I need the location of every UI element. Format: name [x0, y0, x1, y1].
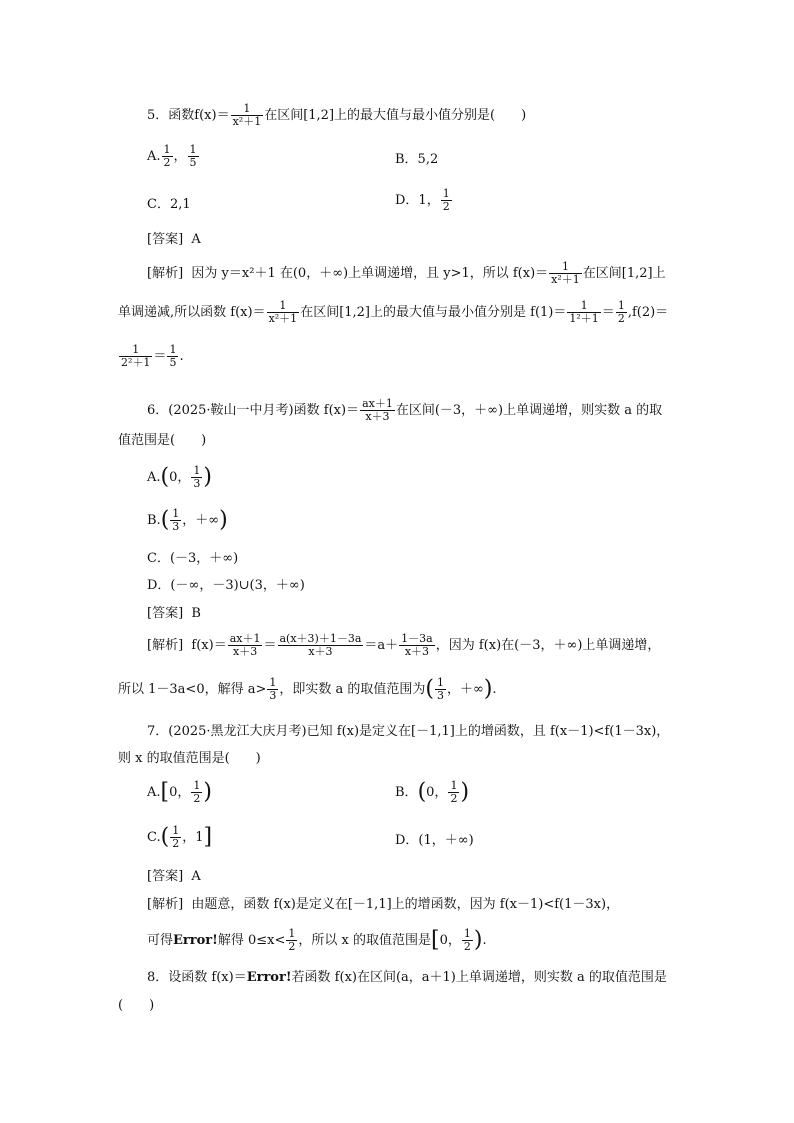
q7-option-b: B．(0， $\frac{1}{2}$ )	[395, 779, 470, 806]
q7-option-c: C.( $\frac{1}{2}$ ，1]	[147, 824, 213, 851]
q5-analysis-line3: $\frac{1}{\text{2²＋1}}$ ＝ $\frac{1}{5}$ .	[121, 343, 184, 370]
fraction: $\frac{a(x+3)+1-3a}{x+3}$	[279, 632, 362, 659]
fraction: $\frac{1}{2}$	[288, 927, 296, 954]
fraction: $\frac{1}{2}$	[463, 927, 471, 954]
q6-analysis-line1: [解析] f(x)＝ $\frac{ax+1}{x+3}$ ＝ $\frac{a(x+3)+1-3a}{x+3}$ ＝a＋ $\frac{1-3a}{x+3}$ ，因为 f(x)在(－3，＋∞)上单调递增，	[147, 632, 661, 659]
q5-analysis-line1: [解析] 因为 y＝x²＋1 在(0，＋∞)上单调递增，且 y>1，所以 f(x)＝ $\frac{1}{\text{x²＋1}}$ 在区间[1,2]上	[147, 260, 666, 287]
fraction: $\frac{1}{3}$	[269, 676, 277, 703]
q7-stem-line2: 则 x 的取值范围是( )	[118, 751, 261, 766]
fraction: $\frac{1}{2}$	[172, 824, 180, 851]
q5-analysis-line2: 单调递减,所以函数 f(x)＝ $\frac{1}{\text{x²＋1}}$ 在区间[1,2]上的最大值与最小值分别是 f(1)＝ $\frac{1}{\text{1²＋1}}$ ＝ $\frac{1}{2}$ ,f(2)＝	[118, 299, 669, 326]
fraction: $\frac{1}{2}$	[617, 299, 625, 326]
fraction: $\frac{ax+1}{x+3}$	[229, 632, 261, 659]
fraction: $\frac{1}{3}$	[436, 676, 444, 703]
q5-option-d: D．1， $\frac{1}{2}$	[395, 187, 450, 214]
q7-option-a: A.[0， $\frac{1}{2}$ )	[147, 779, 212, 806]
q5-option-b: B．5,2	[395, 152, 439, 167]
error-field: Error!	[173, 933, 218, 949]
q8-stem-line2: ( )	[118, 998, 155, 1013]
fraction: $\frac{1}{3}$	[193, 464, 201, 491]
q6-answer: [答案] B	[147, 606, 201, 621]
q6-stem-line2: 值范围是( )	[118, 433, 207, 448]
fraction: $\frac{1}{\text{x²＋1}}$	[232, 102, 262, 129]
fraction: $\frac{1}{\text{2²＋1}}$	[121, 343, 151, 370]
q6-option-c: C．(－3，＋∞)	[147, 551, 239, 566]
fraction: $\frac{1}{\text{1²＋1}}$	[569, 299, 599, 326]
error-field: Error!	[246, 970, 292, 985]
q5-option-c: C．2,1	[147, 197, 191, 212]
q5-answer: [答案] A	[147, 232, 201, 247]
q5-stem: 5．函数f(x)＝ $\frac{1}{\text{x²＋1}}$ 在区间[1,2]上的最大值与最小值分别是( )	[147, 102, 527, 129]
fraction: $\frac{1}{5}$	[169, 343, 177, 370]
fraction: $\frac{1}{2}$	[450, 779, 458, 806]
fraction: $\frac{1-3a}{x+3}$	[401, 632, 433, 659]
fraction: $\frac{1}{\text{x²＋1}}$	[268, 299, 298, 326]
q6-analysis-line2: 所以 1－3a<0，解得 a> $\frac{1}{3}$ ，即实数 a 的取值范围为( $\frac{1}{3}$ ，＋∞).	[118, 676, 497, 703]
fraction: $\frac{ax+1}{x+3}$	[362, 397, 393, 424]
fraction: $\frac{1}{3}$	[172, 507, 180, 534]
q6-stem-line1: 6．(2025·鞍山一中月考)函数 f(x)＝ $\frac{ax+1}{x+3}$ 在区间(－3，＋∞)上单调递增，则实数 a 的取	[147, 397, 663, 424]
q7-stem-line1: 7．(2025·黑龙江大庆月考)已知 f(x)是定义在[－1,1]上的增函数，且 f(x－1)<f(1－3x)，	[147, 724, 670, 739]
q5-option-a: A. $\frac{1}{2}$ ， $\frac{1}{5}$	[147, 143, 197, 170]
q6-option-a: A.(0， $\frac{1}{3}$ )	[147, 464, 212, 491]
q6-option-b: B.( $\frac{1}{3}$ ，＋∞)	[147, 507, 228, 534]
q6-option-d: D．(－∞，－3)∪(3，＋∞)	[147, 578, 305, 593]
fraction: $\frac{1}{5}$	[189, 143, 197, 170]
fraction: $\frac{1}{\text{x²＋1}}$	[551, 260, 580, 287]
fraction: $\frac{1}{2}$	[193, 779, 201, 806]
fraction: $\frac{1}{2}$	[442, 187, 450, 214]
q7-answer: [答案] A	[147, 869, 201, 884]
q7-analysis-line2: 可得Error!解得 0≤x< $\frac{1}{2}$ ，所以 x 的取值范围是[0， $\frac{1}{2}$ ).	[147, 927, 487, 954]
fraction: $\frac{1}{2}$	[163, 143, 171, 170]
q8-stem-line1: 8．设函数 f(x)＝Error!若函数 f(x)在区间(a，a＋1)上单调递增，则实数 a 的取值范围是	[147, 970, 667, 985]
q7-analysis-line1: [解析] 由题意，函数 f(x)是定义在[－1,1]上的增函数，因为 f(x－1)<f(1－3x)，	[147, 897, 620, 912]
q7-option-d: D．(1，＋∞)	[395, 833, 474, 848]
